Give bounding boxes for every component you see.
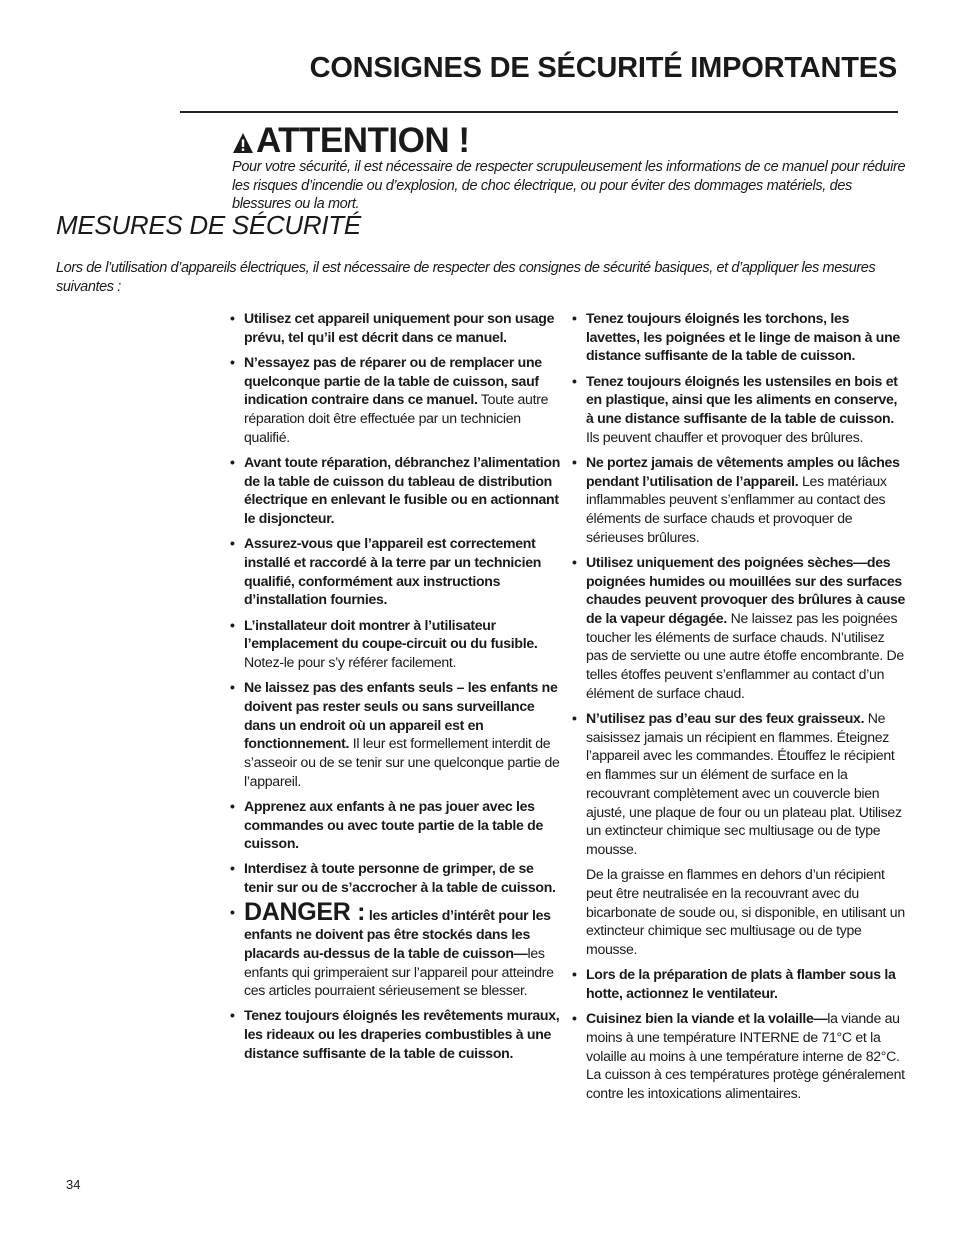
- section-intro: Lors de l’utilisation d’appareils électriques, il est nécessaire de respecter des consignes de sécurité basiques, et d’appliquer les mesures suivantes :: [56, 260, 876, 295]
- list-item: • Tenez toujours éloignés les torchons, les lavettes, les poignées et le linge de maison à une distance suffisante de la table de cuisson.: [572, 309, 906, 365]
- list-item: • Interdisez à toute personne de grimper, de se tenir sur ou de s’accrocher à la table de cuisson.: [230, 859, 562, 896]
- list-item: • L’installateur doit montrer à l’utilisateur l’emplacement du coupe-circuit ou du fusible. Notez-le pour s’y référer facilement.: [230, 616, 562, 672]
- list-item: • Assurez-vous que l’appareil est correctement installé et raccordé à la terre par un technicien qualifié, conformément aux instructions d’installation fournies.: [230, 534, 562, 609]
- list-item: • Avant toute réparation, débranchez l’alimentation de la table de cuisson du tableau de distribution électrique en enlevant le fusible ou en actionnant le disjoncteur.: [230, 453, 562, 528]
- list-item: • Tenez toujours éloignés les revêtements muraux, les rideaux ou les draperies combustibles à une distance suffisante de la table de cuisson.: [230, 1006, 562, 1062]
- list-item: • Cuisinez bien la viande et la volaille—la viande au moins à une température INTERNE de 71°C et la volaille au moins à une température interne de 82°C. La cuisson à ces températures protège généralement contre les intoxications alimentaires.: [572, 1009, 906, 1103]
- grease-fire-paragraph: De la graisse en flammes en dehors d’un récipient peut être neutralisée en la recouvrant avec du bicarbonate de soude ou, si disponible, en utilisant un extincteur chimique sec multiusage ou de type mousse.: [586, 866, 905, 957]
- left-column: [230, 309, 562, 1069]
- header-divider: [180, 111, 898, 113]
- warning-heading: [232, 121, 470, 161]
- danger-list-item: • DANGER : les articles d’intérêt pour les enfants ne doivent pas être stockés dans les placards au-dessus de la table de cuisson—les enfants qui grimperaient sur l’appareil pour atteindre ces articles pourraient sérieusement se blesser.: [230, 903, 562, 1000]
- warning-title: ATTENTION !: [256, 121, 470, 160]
- right-column: [572, 309, 906, 1109]
- list-item: • N’essayez pas de réparer ou de remplacer une quelconque partie de la table de cuisson, sauf indication contraire dans ce manuel. Toute autre réparation doit être effectuée par un technicien qualifié.: [230, 353, 562, 447]
- page-header-title: CONSIGNES DE SÉCURITÉ IMPORTANTES: [309, 52, 897, 84]
- page-number: 34: [66, 1177, 81, 1192]
- list-item: • Utilisez uniquement des poignées sèches—des poignées humides ou mouillées sur des surfaces chaudes peuvent provoquer des brûlures à cause de la vapeur dégagée. Ne laissez pas les poignées toucher les éléments de surface chauds. N’utilisez pas de serviette ou une autre étoffe encombrante. De telles étoffes peuvent s’enflammer au contact d’un élément de surface chaud.: [572, 553, 906, 703]
- warning-triangle-icon: [232, 132, 254, 154]
- danger-label: DANGER :: [244, 898, 366, 927]
- list-item: • Ne portez jamais de vêtements amples ou lâches pendant l’utilisation de l’appareil. Les matériaux inflammables peuvent s’enflammer au contact des éléments de surface chauds et provoquer de sérieuses brûlures.: [572, 453, 906, 547]
- list-item: • N’utilisez pas d’eau sur des feux graisseux. Ne saisissez jamais un récipient en flammes. Éteignez l’appareil avec les commandes. Étouffez le récipient en flammes sur un élément de surface en la recouvrant complètement avec un couvercle bien ajusté, une plaque de four ou un plateau plat. Utilisez un extincteur chimique sec multiusage ou de type mousse.: [572, 709, 906, 859]
- section-title: MESURES DE SÉCURITÉ: [56, 210, 361, 240]
- list-item: • Tenez toujours éloignés les ustensiles en bois et en plastique, ainsi que les aliments en conserve, à une distance suffisante de la table de cuisson. Ils peuvent chauffer et provoquer des brûlures.: [572, 372, 906, 447]
- list-item: • Lors de la préparation de plats à flamber sous la hotte, actionnez le ventilateur.: [572, 965, 906, 1002]
- warning-text: Pour votre sécurité, il est nécessaire de respecter scrupuleusement les informations de ce manuel pour réduire les risques d’incendie ou d’explosion, de choc électrique, ou pour éviter des dommages matériels, des blessures ou la mort.: [232, 159, 906, 212]
- list-item: • Utilisez cet appareil uniquement pour son usage prévu, tel qu’il est décrit dans ce manuel.: [230, 309, 562, 346]
- list-item: • Ne laissez pas des enfants seuls – les enfants ne doivent pas rester seuls ou sans surveillance dans un endroit où un appareil est en fonctionnement. Il leur est formellement interdit de s’asseoir ou de se tenir sur une quelconque partie de l’appareil.: [230, 678, 562, 790]
- list-item: • Apprenez aux enfants à ne pas jouer avec les commandes ou avec toute partie de la table de cuisson.: [230, 797, 562, 853]
